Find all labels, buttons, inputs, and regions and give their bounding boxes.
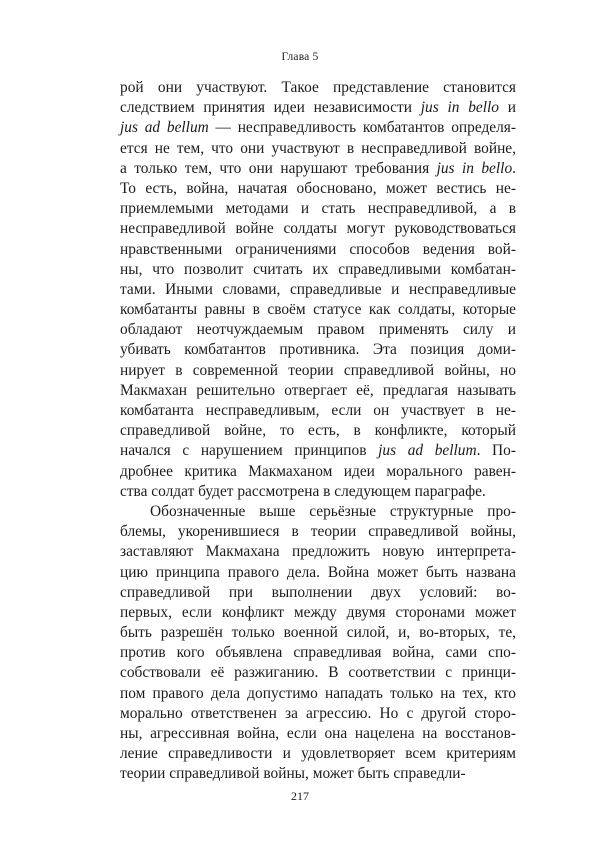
- text-run: — несправедливость комбатантов определя-: [208, 119, 517, 137]
- text-line: [120, 159, 516, 179]
- text-line: [120, 179, 516, 199]
- text-line: [120, 744, 516, 764]
- text-run: .: [512, 159, 516, 177]
- text-run: заставляют Макмахана предложить новую интерпрета-: [120, 543, 516, 561]
- text-run: быть разрешён только военной силой, и, во-вторых, те,: [120, 624, 516, 642]
- text-line: [120, 421, 516, 441]
- text-line: [120, 381, 516, 401]
- text-run: ства солдат будет рассмотрена в следующем параграфе.: [120, 482, 486, 500]
- text-run: ется не тем, что они участвуют в несправедливой войне,: [120, 139, 516, 157]
- text-line: [120, 320, 516, 340]
- text-run: дробнее критика Макмаханом идеи морального равен-: [120, 462, 516, 480]
- text-line: [120, 764, 516, 784]
- text-run: ны, агрессивная война, если она нацелена на восстанов-: [120, 725, 516, 742]
- body-text: [120, 78, 516, 785]
- text-line: [120, 401, 516, 421]
- text-line: [120, 300, 516, 320]
- text-run: рой они участвуют. Такое представление становится: [120, 79, 516, 96]
- text-run: теории справедливой войны, может быть справедли-: [120, 765, 466, 783]
- text-line: [120, 623, 516, 643]
- text-run: ны, что позволит считать их справедливыми комбатан-: [120, 260, 516, 278]
- text-run: убивать комбатантов противника. Эта позиция доми-: [120, 341, 516, 359]
- text-run: справедливой при выполнении двух условий: во-: [120, 583, 516, 601]
- text-run: начался с нарушением принципов: [120, 442, 379, 460]
- text-line: [120, 199, 516, 219]
- text-line: [120, 219, 516, 239]
- text-run: а только тем, что они нарушают требования: [120, 159, 437, 177]
- text-run: То есть, война, начатая обосновано, может вестись не-: [120, 179, 516, 197]
- paragraph: [120, 78, 516, 502]
- text-line: [120, 361, 516, 381]
- text-run: следствием принятия идеи независимости: [120, 99, 421, 117]
- text-line: [120, 462, 516, 482]
- text-run: нирует в современной теории справедливой войны, но: [120, 361, 516, 379]
- text-run: Обозначенные выше серьёзные структурные про-: [150, 502, 516, 520]
- text-run: цию принципа правого дела. Война может быть названа: [120, 563, 516, 581]
- text-run: ление справедливости и удовлетворяет всем критериям: [120, 745, 516, 763]
- page-number: 217: [291, 789, 309, 803]
- text-line: [120, 98, 516, 118]
- text-run: комбатанта несправедливым, если он участвует в не-: [120, 402, 516, 419]
- text-run: блемы, укоренившиеся в теории справедливой войны,: [120, 523, 516, 541]
- text-line: [120, 139, 516, 159]
- text-run: нравственными ограничениями способов ведения вой-: [120, 240, 516, 258]
- text-line: [120, 118, 516, 138]
- text-line: [120, 340, 516, 360]
- text-run: первых, если конфликт между двумя сторонами может: [120, 603, 516, 621]
- text-line: [120, 643, 516, 663]
- text-line: [120, 542, 516, 562]
- text-run: справедливой войне, то есть, в конфликте, который: [120, 422, 516, 440]
- text-run: Макмахан решительно отвергает её, предлагая называть: [120, 381, 516, 399]
- latin-term: jus ad bellum: [120, 119, 209, 137]
- latin-term: jus ad bellum: [378, 442, 477, 460]
- text-line: [120, 441, 516, 461]
- text-line: [120, 280, 516, 300]
- text-line: [120, 563, 516, 583]
- text-line: [120, 663, 516, 683]
- text-line: [120, 583, 516, 603]
- text-run: приемлемыми методами и стать несправедливой, а в: [120, 200, 516, 218]
- text-run: . По-: [476, 442, 516, 460]
- text-line: [120, 724, 516, 744]
- text-run: комбатанты равны в своём статусе как солдаты, которые: [120, 301, 516, 319]
- text-line: [120, 78, 516, 98]
- paragraph: [120, 502, 516, 785]
- latin-term: jus in bello: [420, 99, 499, 117]
- text-line: [120, 684, 516, 704]
- text-line: [120, 240, 516, 260]
- text-run: собствовали её разжиганию. В соответствии с принци-: [120, 664, 516, 682]
- text-run: несправедливой войне солдаты могут руководствоваться: [120, 220, 516, 238]
- text-run: обладают неотчуждаемым правом применять силу и: [120, 321, 516, 339]
- text-line: [120, 603, 516, 623]
- text-line: [120, 260, 516, 280]
- text-line: [120, 502, 516, 522]
- text-run: против кого объявлена справедливая война, сами спо-: [120, 644, 516, 662]
- running-head-chapter: Глава 5: [281, 51, 319, 63]
- latin-term: jus in bello: [436, 159, 513, 177]
- text-line: [120, 704, 516, 724]
- text-run: и: [498, 99, 516, 117]
- text-run: тами. Иными словами, справедливые и несправедливые: [120, 280, 516, 298]
- text-run: морально ответственен за агрессию. Но с другой сторо-: [120, 704, 516, 722]
- text-run: пом правого дела допустимо нападать только на тех, кто: [120, 684, 516, 702]
- text-line: [120, 482, 516, 502]
- text-line: [120, 522, 516, 542]
